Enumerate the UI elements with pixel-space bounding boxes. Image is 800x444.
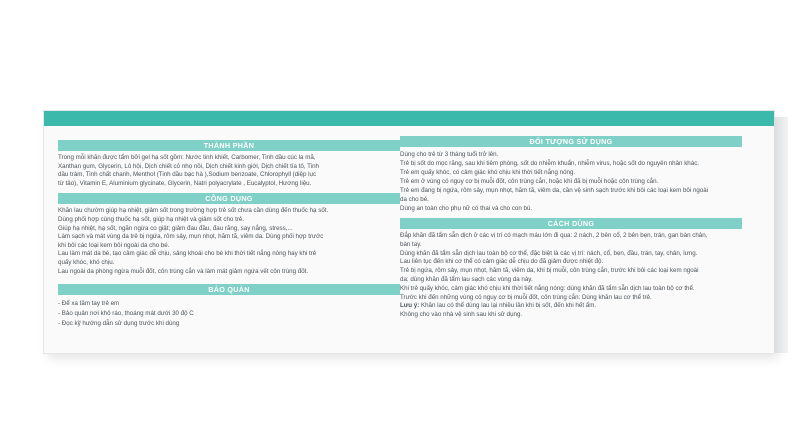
note-label: Lưu ý: [400,302,420,310]
uses-line: khi bôi các loại kem bôi ngoài da cho bé. [58,241,170,249]
ingredients-line: từ tảo), Vitamin E, Aluminium glycinate, Glycerin, Natri polyacrylate , Eucalyptol, Hương liệu. [58,179,312,187]
uses-header: CÔNG DỤNG [58,193,400,204]
uses-line: Làm sạch và mát vùng da trẻ bị ngứa, rôm sảy, mụn nhọt, hăm tã, viêm da. Dùng phối hợp trước [58,233,324,241]
users-line: Trẻ em quấy khóc, có cảm giác khó chịu khi thời tiết nắng nóng. [400,169,576,176]
users-line: da cho bé. [400,196,429,203]
directions-line: da: dùng khăn đã tẩm lau sạch các vùng da này. [400,275,533,283]
storage-text [58,299,400,329]
top-color-band [44,111,774,126]
uses-line: Lau ngoài da phòng ngừa muỗi đốt, côn trùng cắn và làm mát giảm ngứa vết côn trùng đốt. [58,267,309,275]
uses-text [58,207,400,276]
users-line: Dùng an toàn cho phụ nữ có thai và cho con bú. [400,205,533,212]
package-panel [44,111,774,353]
users-header: ĐỐI TƯỢNG SỬ DỤNG [400,136,742,147]
note-text: Khăn lau có thể dùng lau lại nhiều lần khi bị sốt, đến khi hết ẩm. [419,302,597,310]
storage-line: - Để xa tầm tay trẻ em [58,300,120,308]
users-line: Trẻ em đang bị ngứa, rôm sảy, mụn nhọt, hăm tã, viêm da, cần vệ sinh sạch trước khi bôi các loại kem bôi ngoài [400,187,709,194]
storage-header: BẢO QUẢN [58,284,400,295]
note-line [400,302,742,311]
directions-line: Trước khi đến những vùng có nguy cơ bị muỗi đốt, côn trùng cắn: Dùng khăn lau cơ thể trẻ. [400,293,652,301]
right-column [400,126,742,320]
uses-line: Lau làm mát da bé, tạo cảm giác dễ chịu, sảng khoái cho bé khi thời tiết nắng nóng hay khi trẻ [58,250,317,258]
users-line: Trẻ em ở vùng có nguy cơ bị muỗi đốt, côn trùng cắn, hoặc khi đã bị muỗi hoặc côn trùng cắn. [400,178,659,185]
uses-line: Giúp hạ nhiệt, hạ sốt, ngăn ngừa co giật; giảm đau đầu, đau răng, say nắng, stress,... [58,224,293,232]
storage-line: - Đọc kỹ hướng dẫn sử dụng trước khi dùng [58,320,180,328]
users-text [400,150,742,213]
ingredients-line: Trong mỗi khăn được tẩm bởi gel hạ sốt gồm: Nước tinh khiết, Carbomer, Tinh dầu cúc la mã, [58,154,316,161]
uses-line: Dùng phối hợp cùng thuốc hạ sốt, giúp hạ nhiệt và giảm sốt cho trẻ. [58,215,245,223]
directions-line: Khi trẻ quấy khóc, cảm giác khó chịu khi thời tiết nắng nóng: dùng khăn đã tẩm sẵn dịch lau toàn bộ cơ thể. [400,284,695,292]
directions-line: Lau liên tục đến khi cơ thể có cảm giác dễ chịu do đã giảm được nhiệt độ. [400,258,604,266]
ingredients-line: Xanthan gum, Glycerin, Lô hội, Dịch chiết cỏ nhọ nồi, Dịch chiết kinh giới, Dịch chiết tía tô, Tinh [58,162,319,170]
directions-text [400,232,742,320]
directions-line: bàn tay. [400,240,422,248]
left-column [58,126,400,329]
users-line: Dùng cho trẻ từ 3 tháng tuổi trở lên. [400,151,499,158]
directions-line: Đắp khăn đã tẩm sẵn dịch ở các vị trí có mạch máu lớn đi qua: 2 nách, 2 bên cổ, 2 bên bẹn, trán, gan bàn chân, [400,232,708,239]
directions-last-line: Không cho vào nhà vệ sinh sau khi sử dụng. [400,311,523,319]
users-line: Trẻ bị sốt do mọc răng, sau khi tiêm phòng, sốt do nhiễm khuẩn, nhiễm virus, hoặc sốt do nguyên nhân khác. [400,160,700,167]
ingredients-header: THÀNH PHẦN [58,140,400,151]
directions-line: Dùng khăn đã tẩm sẵn dịch lau toàn bộ cơ thể, đặc biệt là các vị trí: nách, cổ, bẹn, đầu, trán, tay, chân, lưng. [400,249,698,257]
uses-line: quấy khóc, khó chịu. [58,258,115,266]
ingredients-text [58,154,400,188]
directions-line: Trẻ bị ngứa, rôm sảy, mụn nhọt, hăm tã, viêm da, khi bị muỗi, côn trùng cắn, trước khi bôi các loại kem ngoài [400,267,699,275]
storage-line: - Bảo quản nơi khô ráo, thoáng mát dưới 30 độ C [58,310,194,318]
uses-line: Khăn lau chườm giúp hạ nhiệt, giảm sốt trong trường hợp trẻ sốt chưa cần dùng đến thuốc hạ sốt. [58,207,329,215]
package-side-edge [774,117,788,353]
ingredients-line: dầu tràm, Tinh chất chanh, Menthol (Tinh dầu bạc hà ),Sodium benzoate, Chlorophyll (diệp lục [58,171,317,179]
directions-header: CÁCH DÙNG [400,218,742,229]
